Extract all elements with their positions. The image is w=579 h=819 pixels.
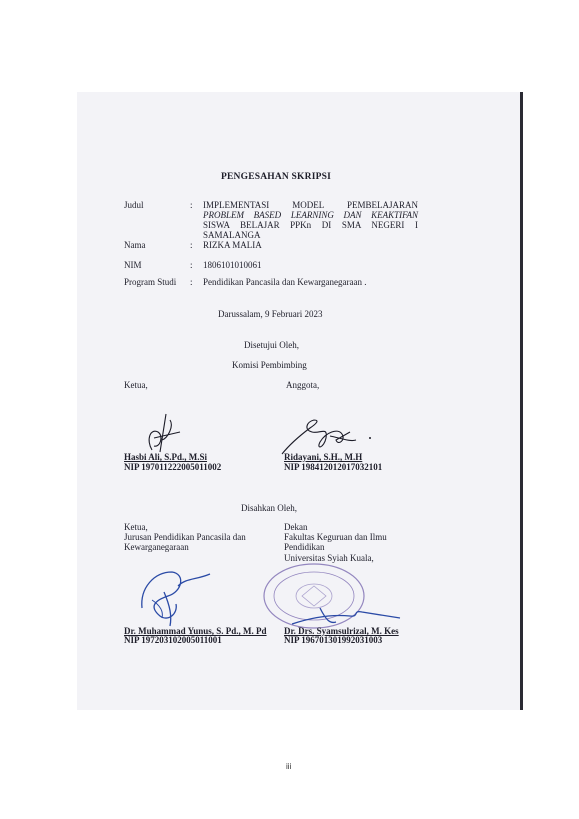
- dean-line-1: Dekan: [284, 522, 308, 532]
- document-title: PENGESAHAN SKRIPSI: [221, 172, 331, 182]
- thesis-title-line-2: [203, 210, 418, 220]
- student-nim: 1806101010061: [203, 260, 262, 270]
- field-sep: :: [190, 277, 193, 287]
- dean-line-3: Pendidikan: [284, 542, 325, 552]
- left-role: Ketua,: [124, 380, 148, 390]
- thesis-title-line-2-text: PROBLEM BASED LEARNING DAN KEAKTIFAN: [203, 210, 418, 220]
- chair-name: Dr. Muhammad Yunus, S. Pd., M. Pd: [124, 626, 267, 636]
- field-label-nama: Nama: [124, 240, 146, 250]
- signature-supervisor-1: [140, 410, 190, 455]
- supervisor-2-nip: NIP 198412012017032101: [284, 462, 383, 472]
- validated-by: Disahkan Oleh,: [241, 503, 297, 513]
- approved-by: Disetujui Oleh,: [244, 340, 299, 350]
- scan-edge: [520, 92, 523, 710]
- field-label-judul: Judul: [124, 200, 144, 210]
- chair-nip: NIP 197203102005011001: [124, 635, 222, 645]
- field-sep: :: [190, 260, 193, 270]
- thesis-title-line-1: IMPLEMENTASI MODEL PEMBELAJARAN: [203, 200, 418, 210]
- right-role: Anggota,: [286, 380, 320, 390]
- dean-line-4: Universitas Syiah Kuala,: [284, 553, 374, 563]
- field-label-nim: NIM: [124, 260, 142, 270]
- dean-name: Dr. Drs. Syamsulrizal, M. Kes: [284, 626, 399, 636]
- supervisor-1-nip: NIP 197011222005011002: [124, 462, 222, 472]
- place-date: Darussalam, 9 Februari 2023: [218, 309, 323, 319]
- dean-nip: NIP 196701301992031003: [284, 635, 383, 645]
- dean-line-2: Fakultas Keguruan dan Ilmu: [284, 532, 387, 542]
- field-sep: :: [190, 200, 193, 210]
- program-studi: Pendidikan Pancasila dan Kewarganegaraan .: [203, 277, 367, 287]
- chair-line-3: Kewarganegaraan: [124, 542, 189, 552]
- student-name: RIZKA MALIA: [203, 240, 262, 250]
- signature-supervisor-2: [280, 414, 380, 456]
- supervisor-2-name: Ridayani, S.H., M.H: [284, 452, 363, 462]
- committee-label: Komisi Pembimbing: [232, 360, 307, 370]
- chair-line-1: Ketua,: [124, 522, 148, 532]
- field-sep: :: [190, 240, 193, 250]
- supervisor-1-name: Hasbi Ali, S.Pd., M.Si: [124, 452, 208, 462]
- signature-chair: [138, 566, 218, 628]
- chair-line-2: Jurusan Pendidikan Pancasila dan: [124, 532, 246, 542]
- thesis-title-line-3: SISWA BELAJAR PPKn DI SMA NEGERI I: [203, 220, 418, 230]
- field-label-program-studi: Program Studi: [124, 277, 177, 287]
- page-number: iii: [286, 762, 292, 771]
- thesis-title-line-4: SAMALANGA: [203, 230, 261, 240]
